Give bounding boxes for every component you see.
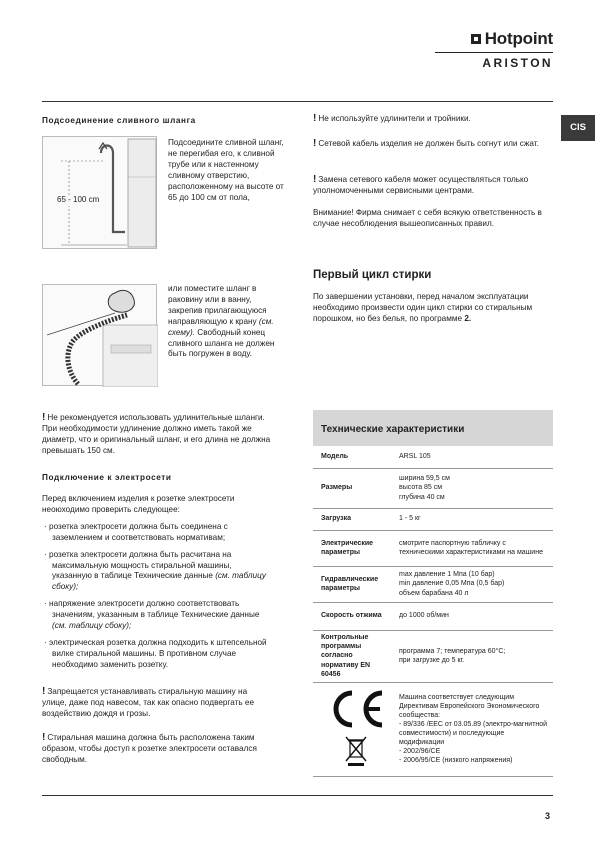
electric-bullet-4-text: электрическая розетка должна подходить к штепсельной вилке стиральной машины. В противном случае необходимо заменить розетку. [49, 637, 267, 669]
spec-key: Контрольные программы согласно нормативу EN 60456 [313, 630, 395, 682]
ce-mark-icon [326, 685, 386, 769]
warning-icon: ! [42, 412, 46, 423]
electric-warning-1-text: Запрещается устанавливать стиральную машину на улице, даже под навесом, так как опасно подвергать ее воздействию дождя и грозы. [42, 687, 255, 719]
electric-warning-1 [42, 685, 274, 720]
first-cycle-text-main: По завершении установки, перед началом эксплуатации необходимо произвести один цикл стирки со стиральным порошком, но без белья, по программе [313, 292, 533, 323]
spec-title: Технические характеристики [313, 410, 553, 446]
logo-hotpoint [435, 30, 553, 47]
spec-value: до 1000 об/мин [395, 602, 553, 630]
spec-row [313, 446, 553, 468]
drain-warning-text: Не рекомендуется использовать удлинительные шланги. При необходимости удлинение должно иметь такой же диаметр, что и оригинальный шланг, и его длина не должна превышать 150 см. [42, 413, 271, 456]
spec-value: программа 7; температура 60°C; при загрузке до 5 кг. [395, 630, 553, 682]
spec-key: Электрические параметры [313, 530, 395, 566]
spec-key: Загрузка [313, 508, 395, 530]
drain-warning [42, 411, 272, 457]
drain-text-2-main: или поместите шланг в раковину или в ванну, закрепив прилагающуюся направляющую к крану [168, 284, 267, 326]
electric-bullet-1-text: розетка электросети должна быть соединена с заземлением и соответствовать нормативам; [49, 521, 228, 542]
electric-intro: Перед включением изделия к розетке электросети неоюходимо проверить следующее: [42, 494, 235, 514]
electric-bullet-1: · розетка электросети должна быть соединена с заземлением и соответствовать нормативам; [44, 521, 228, 542]
electric-bullet-2-text: розетка электросети должна быть расчитана на максимальную мощность стиральной машины, указанную в таблице Технические данные [49, 549, 232, 581]
electric-bullet-3-text: напряжение электросети должно соответствовать значениям, указанным в таблице Технические данные [49, 599, 260, 620]
spec-table [313, 446, 553, 777]
spec-value: ARSL 105 [395, 446, 553, 468]
right-warning-3 [313, 173, 553, 197]
logo-ariston: ARISTON [482, 56, 553, 70]
warning-icon: ! [313, 138, 317, 149]
right-warning-2 [313, 137, 553, 150]
spec-row [313, 682, 553, 776]
spec-value: смотрите паспортную табличку с техническими характеристиками на машине [395, 530, 553, 566]
drain-wall-illustration [42, 136, 157, 249]
bottom-rule [42, 795, 553, 796]
top-rule [42, 101, 553, 102]
electric-bullet-2: · розетка электросети должна быть расчитана на максимальную мощность стиральной машины, указанную в таблице Технические данные (см. таблицу сбоку); [44, 549, 266, 592]
ce-marks [313, 682, 395, 776]
right-warning-2-text: Сетевой кабель изделия не должен быть согнут или сжат. [318, 139, 539, 148]
spec-row [313, 530, 553, 566]
first-cycle-text [313, 292, 553, 325]
spec-value: max давление 1 Mпа (10 бар) min давление 0,05 Mпа (0,5 бар) объем барабана 40 л [395, 566, 553, 602]
electric-warning-2 [42, 731, 274, 766]
right-warning-1 [313, 112, 553, 125]
electric-body [42, 494, 272, 677]
spec-value: 1 - 5 кг [395, 508, 553, 530]
electric-warning-2-text: Стиральная машина должна быть расположена таким образом, чтобы доступ к розетке электросети оставался свободным. [42, 733, 257, 765]
spec-value: Машина соответствует следующим Директивам Европейского Экономического сообщества: - 89/336 /EEC от 03.05.89 (электро-магнитной совместимости) и последующие модификации - 2002/96/CE - 2006/95/CE (низкого напряжения) [395, 682, 553, 776]
drain-text-2 [168, 284, 286, 360]
logo-divider [435, 52, 553, 53]
spec-value: ширина 59,5 см высота 85 см глубина 40 см [395, 468, 553, 508]
spec-row [313, 468, 553, 508]
drain-wall-drawing [43, 137, 158, 250]
spec-key: Размеры [313, 468, 395, 508]
drain-text-2-ref: (см. схему). [168, 316, 274, 337]
drain-heading: Подсоединение сливного шланга [42, 116, 196, 125]
drain-sink-illustration [42, 284, 157, 386]
logo-hotpoint-text: Hotpoint [484, 29, 553, 48]
language-tab: CIS [561, 115, 595, 141]
weee-bin-icon [346, 737, 366, 766]
warning-icon: ! [42, 732, 46, 743]
drain-height-label: 65 - 100 cm [57, 195, 100, 204]
right-warning-1-text: Не используйте удлинители и тройники. [318, 114, 471, 123]
attention-text: Внимание! Фирма снимает с себя всякую ответственность в случае несоблюдения вышеописанных правил. [313, 208, 542, 228]
spec-row [313, 566, 553, 602]
drain-text-2-end: Свободный конец сливного шланга не должен быть погружен в воду. [168, 327, 275, 359]
spec-key: Гидравлические параметры [313, 566, 395, 602]
electric-heading: Подключение к электросети [42, 473, 172, 482]
brand-logo [435, 30, 553, 69]
right-warning-3-text: Замена сетевого кабеля может осуществляться только уполномоченными сервисными центрами. [313, 175, 529, 196]
electric-bullet-3: · напряжение электросети должно соответствовать значениям, указанным в таблице Технические данные (см. таблицу сбоку); [44, 599, 260, 631]
warning-icon: ! [313, 113, 317, 124]
warning-icon: ! [313, 174, 317, 185]
first-cycle-heading: Первый цикл стирки [313, 269, 432, 281]
electric-bullet-4: · электрическая розетка должна подходить к штепсельной вилке стиральной машины. В противном случае необходимо заменить розетку. [44, 637, 267, 669]
logo-square-icon [471, 34, 481, 44]
spec-row [313, 630, 553, 682]
page-number: 3 [544, 811, 550, 821]
warning-icon: ! [42, 686, 46, 697]
electric-bullet-3-ref: (см. таблицу сбоку); [52, 621, 132, 631]
spec-row [313, 508, 553, 530]
spec-row [313, 602, 553, 630]
drain-text-1: Подсоедините сливной шланг, не перегибая его, к сливной трубе или к настенному сливному отверстию, расположенному на высоте от 65 до 100 см от пола, [168, 138, 284, 202]
electric-bullet-2-ref: (см. таблицу сбоку); [52, 571, 266, 592]
spec-key: Модель [313, 446, 395, 468]
first-cycle-program: 2. [464, 313, 472, 323]
drain-sink-drawing [43, 285, 158, 387]
spec-key: Скорость отжима [313, 602, 395, 630]
